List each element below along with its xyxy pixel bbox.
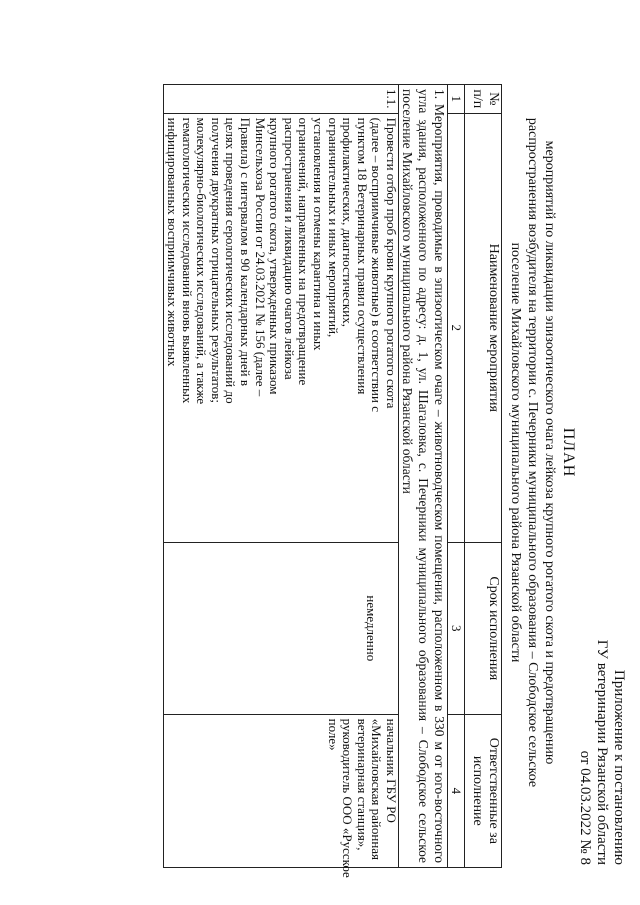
appendix-line-2: ГУ ветеринарии Рязанской области [594,639,610,865]
responsible-line: руководитель ООО «Русское [340,718,356,878]
measure-line: инфицированных восприимчивых животных [165,117,181,367]
measure-line: ограничительных и иных мероприятий, [325,117,341,338]
subtitle-line-2: распространения возбудителя на территории с. Печерники муниципального образования – Слободское сельское [525,117,540,788]
responsible-line: поле» [325,718,341,751]
subtitle-line-1: мероприятий по ликвидации эпизоотического очага лейкоза крупного рогатого скота и предотвращению [542,140,557,765]
measure-line: распространения и ликвидацию очагов лейкоза [281,117,297,380]
measure-line: молекулярно-биологических исследований, а также [194,117,210,405]
row-measure [164,113,399,542]
col-number-1: 1 [448,85,465,114]
row-responsible [164,714,399,878]
section-row [399,85,448,868]
measure-line: Провести отбор проб крови крупного рогатого скота [384,117,399,409]
header-number: № п/п [465,85,502,114]
header-name: Наименование мероприятия [465,113,502,542]
measure-line: (далее – восприимчивые животные) в соответствии с [369,117,385,412]
row-deadline: немедленно [164,542,399,714]
measure-line: Минсельхоза России от 24.03.2021 № 156 (далее – [252,117,268,397]
subtitle-line-3: поселение Михайловского муниципального района Рязанской области [508,242,523,663]
appendix-line-3: от 04.03.2022 № 8 [577,750,593,865]
plan-table [164,84,503,878]
page-title: ПЛАН [560,427,577,478]
measure-line: ограничений, направленных на предотвращение [296,117,312,386]
section-1-title: 1. Мероприятия, проводимые в эпизоотическом очаге – животноводческом помещении, расположенном в 330 м от юго-восточного угла здания, расположенного по адресу: д. 1, ул. Шагаловка, с. Печерники муниципального образования – Слободское сельское поселение Михайловского муниципального района Рязанской области [399,85,448,868]
col-number-3: 3 [448,542,465,714]
measure-line: целях проведения серологических исследований до [223,117,239,404]
row-number: 1.1. [164,85,399,114]
measure-line: Правила) с интервалом в 90 календарных дней в [238,117,254,387]
measure-line: крупного рогатого скота, утвержденных приказом [267,117,283,395]
col-number-4: 4 [448,714,465,867]
responsible-line: «Михайловская районная [369,718,385,861]
measure-line: получения двукратных отрицательных результатов; [208,117,224,404]
column-number-row [448,85,465,868]
responsible-line: ветеринарная станция», [354,718,370,851]
responsible-line: начальник ГБУ РО [384,718,399,823]
measure-line: установления и отмены карантина и иных [311,117,327,351]
measure-line: гематологических исследований вновь выявленных [179,117,195,404]
header-responsible: Ответственные за исполнение [465,714,502,867]
measure-line: профилактических, диагностических, [340,117,356,327]
appendix-line-1: Приложение к постановлению [611,669,627,865]
measure-line: пунктом 18 Ветеринарных правил осуществления [354,117,370,395]
header-row [465,85,502,868]
table-row [164,85,399,868]
col-number-2: 2 [448,113,465,542]
header-deadline: Срок исполнения [465,542,502,714]
